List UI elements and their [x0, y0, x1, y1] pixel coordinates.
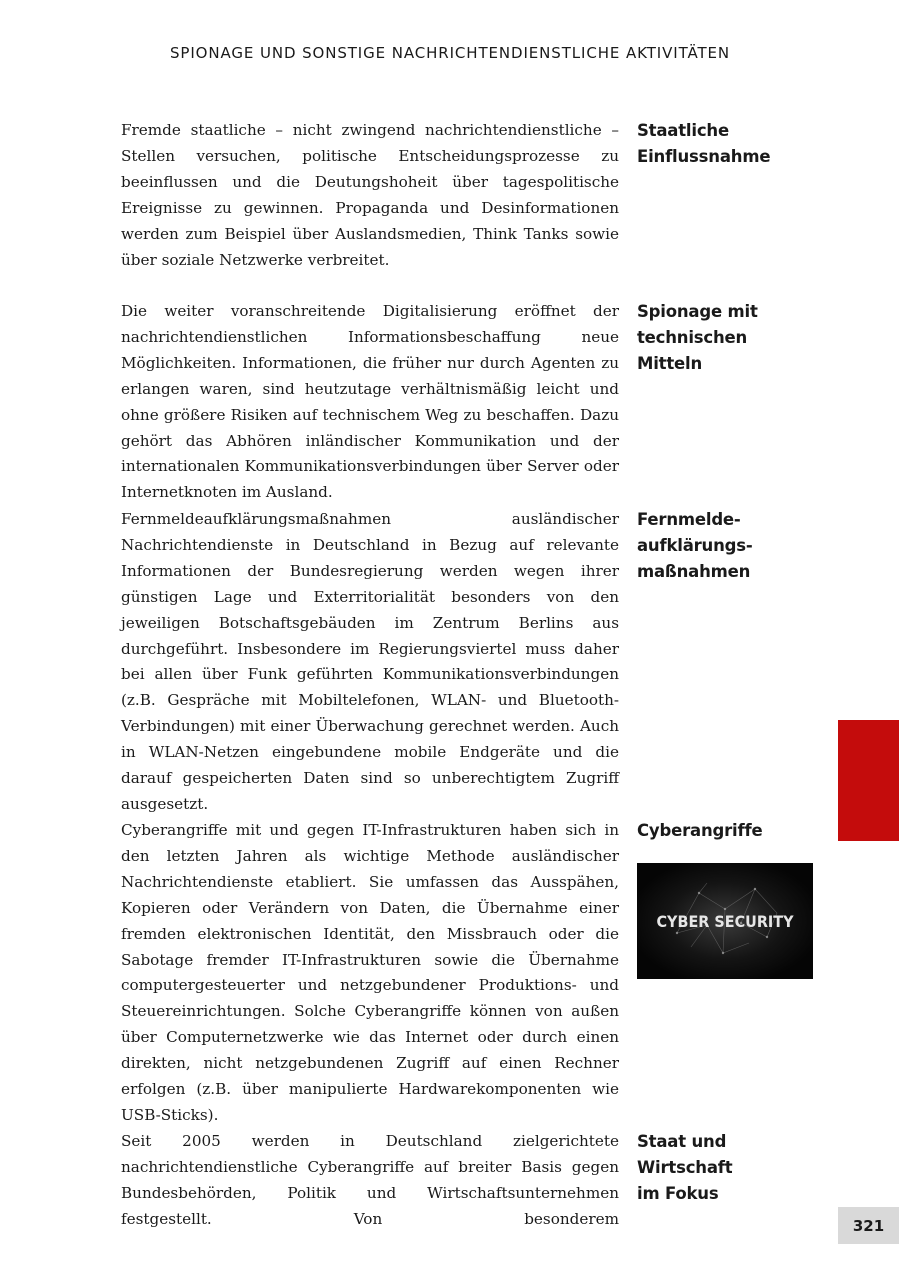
- cyber-security-image: [637, 863, 813, 979]
- body-paragraph: Fremde staatliche – nicht zwingend nachrichtendienstliche – Stellen versuchen, politische Entscheidungsprozesse zu beeinflussen und die Deutungshoheit über tagespolitische Ereignisse zu gewinnen. Propaganda und Desinformationen werden zum Beispiel über Auslandsmedien, Think Tanks sowie über soziale Netzwerke verbreitet.: [121, 121, 619, 269]
- body-paragraph: Cyberangriffe mit und gegen IT-Infrastrukturen haben sich in den letzten Jahren als wichtige Methode ausländischer Nachrichtendienste etabliert. Sie umfassen das Ausspähen, Kopieren oder Verändern von Daten, die Übernahme einer fremden elektronischen Identität, den Missbrauch oder die Sabotage fremder IT-Infrastrukturen sowie die Übernahme computergesteuerter und netzgebundener Produktions- und Steuereinrichtungen. Solche Cyberangriffe können von außen über Computernetzwerke wie das Internet oder durch einen direkten, nicht netzgebundenen Zugriff auf einen Rechner erfolgen (z.B. über manipulierte Hardwarekomponenten wie USB-Sticks).: [121, 821, 619, 1124]
- section-cyberangriffe: [121, 818, 619, 1129]
- section-spionage-technische-mittel: [121, 299, 619, 506]
- body-paragraph: Fernmeldeaufklärungsmaßnahmen ausländischer Nachrichtendienste in Deutschland in Bezug auf relevante Informationen der Bundesregierung werden wegen ihrer günstigen Lage und Exterritorialität besonders von den jeweiligen Botschaftsgebäuden im Zentrum Berlins aus durchgeführt. Insbesondere im Regierungsviertel muss daher bei allen über Funk geführten Kommunikationsverbindungen (z.B. Gespräche mit Mobiltelefonen, WLAN- und Bluetooth-Verbindungen) mit einer Überwachung gerechnet werden. Auch in WLAN-Netzen eingebundene mobile Endgeräte und die darauf gespeicherten Daten sind so unberechtigtem Zugriff ausgesetzt.: [121, 510, 619, 813]
- page-number: 321: [838, 1207, 899, 1244]
- section-staatliche-einflussnahme: [121, 118, 619, 273]
- margin-heading-staat-wirtschaft: Staat und Wirtschaft im Fokus: [637, 1132, 733, 1203]
- body-paragraph: Die weiter voranschreitende Digitalisierung eröffnet der nachrichtendienstlichen Informationsbeschaffung neue Möglichkeiten. Informationen, die früher nur durch Agenten zu erlangen waren, sind heutzutage verhältnismäßig leicht und ohne größere Risiken auf technischem Weg zu beschaffen. Dazu gehört das Abhören inländischer Kommunikation und der internationalen Kommunikationsverbindungen über Server oder Internetknoten im Ausland.: [121, 302, 619, 502]
- section-fernmeldeaufklaerung: [121, 507, 619, 818]
- margin-heading-spionage-technische-mittel: Spionage mit technischen Mitteln: [637, 302, 758, 373]
- body-paragraph: Seit 2005 werden in Deutschland zielgerichtete nachrichtendienstliche Cyberangriffe auf breiter Basis gegen Bundesbehörden, Politik und Wirtschaftsunternehmen festgestellt. Von besonderem: [121, 1132, 619, 1228]
- chapter-tab: [838, 720, 899, 841]
- margin-heading-staatliche-einflussnahme: Staatliche Einflussnahme: [637, 121, 771, 166]
- margin-heading-fernmeldeaufklaerung: Fernmeldeaufklärungsmaßnahmen: [637, 510, 753, 581]
- cyber-security-image-text: CYBER SECURITY: [656, 912, 794, 931]
- margin-heading-cyberangriffe: Cyberangriffe: [637, 821, 763, 840]
- running-header: SPIONAGE UND SONSTIGE NACHRICHTENDIENSTLICHE AKTIVITÄTEN: [169, 44, 731, 62]
- section-staat-wirtschaft: [121, 1129, 619, 1233]
